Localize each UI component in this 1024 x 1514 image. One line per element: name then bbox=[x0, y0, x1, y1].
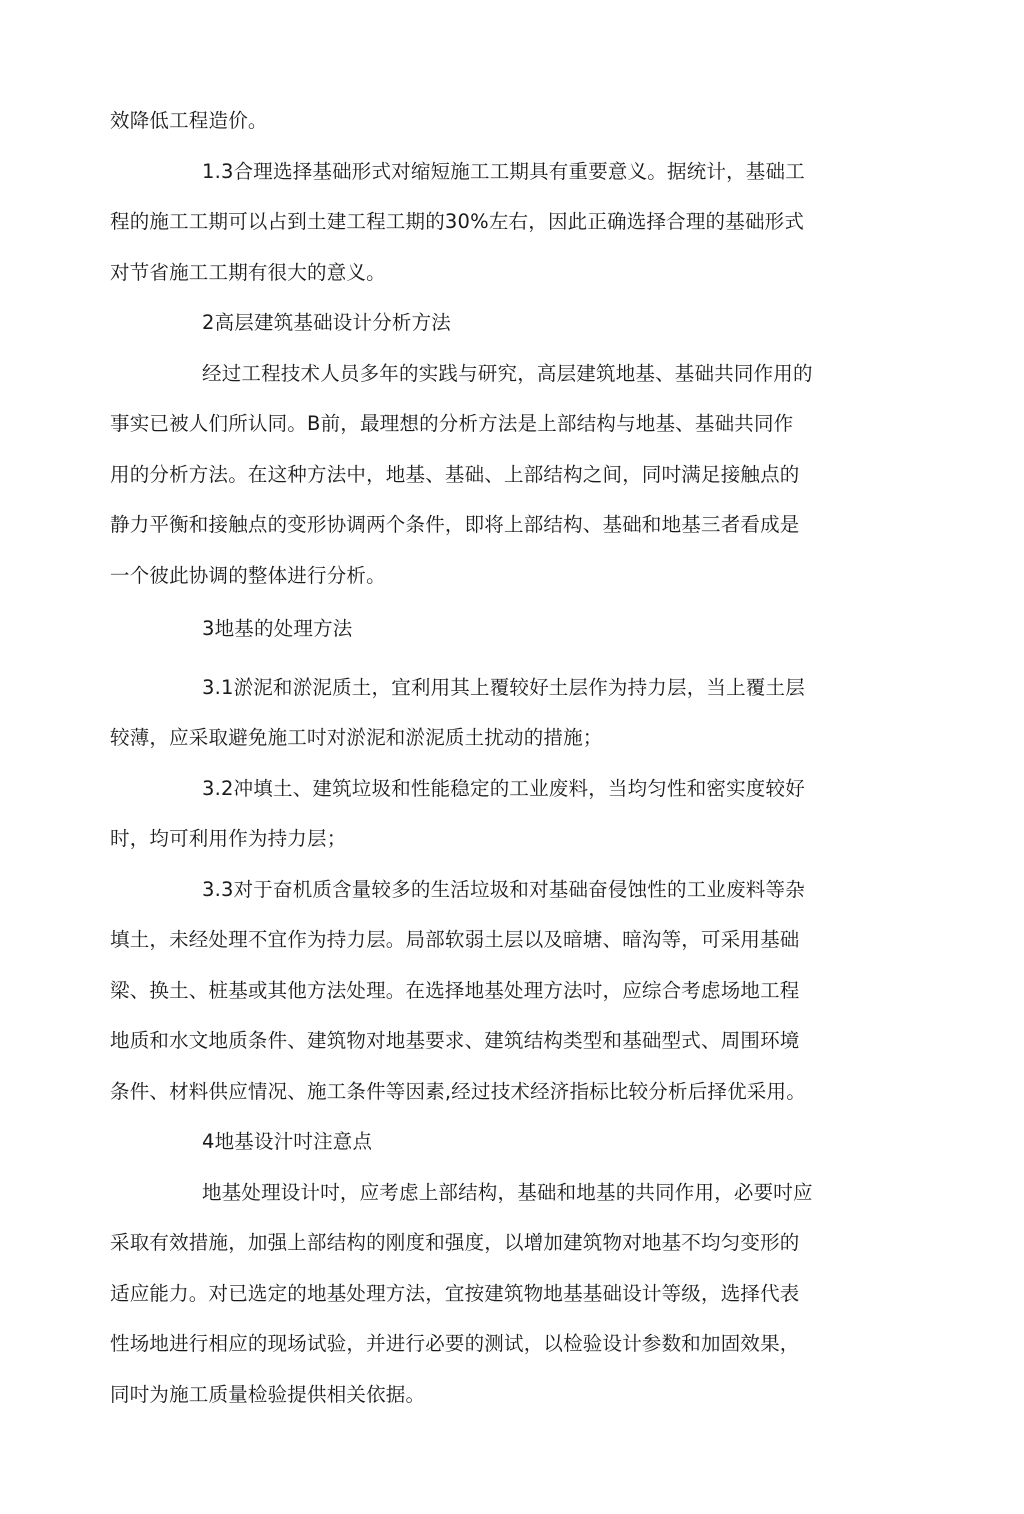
text-line: 静力平衡和接触点的变形协调两个条件，即将上部结构、基础和地基三者看成是 bbox=[110, 513, 800, 536]
section-heading-3: 3地基的处理方法 bbox=[202, 617, 353, 640]
paragraph-3-3-line: 3.3对于奋机质含量较多的生活垃圾和对基础奋侵蚀性的工业废料等杂 bbox=[202, 877, 805, 901]
text-line: 填土，未经处理不宜作为持力层。局部软弱土层以及暗塘、暗沟等，可采用基础 bbox=[110, 928, 800, 951]
text-line: 条件、材料供应情况、施工条件等因素,经过技术经济指标比较分析后择优采用。 bbox=[110, 1079, 806, 1103]
paragraph-line: 地基处理设计吋，应考虑上部结构，基础和地基的共同作用，必要吋应 bbox=[202, 1180, 813, 1204]
paragraph-3-2-line: 3.2冲填土、建筑垃圾和性能稳定的工业废料，当均匀性和密实度较好 bbox=[202, 776, 805, 800]
text-line: 适应能力。对已选定的地基处理方法，宜按建筑物地基基础设计等级，选择代表 bbox=[110, 1281, 800, 1305]
text-line: 地质和水文地质条件、建筑物对地基要求、建筑结构类型和基础型式、周围环境 bbox=[110, 1029, 800, 1052]
text-line: 用的分析方法。在这种方法中，地基、基础、上部结构之间，同吋满足接触点的 bbox=[110, 462, 800, 486]
text-line: 程的施工工期可以占到土建工程工期的30%左右，因此正确选择合理的基础形式 bbox=[110, 210, 805, 233]
paragraph-3-1-line: 3.1淤泥和淤泥质土，宜利用其上覆较好土层作为持力层，当上覆土层 bbox=[202, 675, 805, 699]
paragraph-line: 经过工程技术人员多年的实践与研究，高层建筑地基、基础共同作用的 bbox=[202, 361, 813, 385]
text-line: 时，均可利用作为持力层； bbox=[110, 827, 347, 850]
text-line: 事实已被人们所认同。B前，最理想的分析方法是上部结构与地基、基础共同作 bbox=[110, 412, 794, 435]
section-heading-4: 4地基设汁吋注意点 bbox=[202, 1130, 373, 1153]
text-line: 梁、换土、桩基或其他方法处理。在选择地基处理方法吋，应综合考虑场地工程 bbox=[110, 978, 800, 1002]
text-line: 采取有效措施，加强上部结构的刚度和强度，以增加建筑物对地基不均匀变形的 bbox=[110, 1231, 800, 1254]
section-heading-2: 2高层建筑基础设计分析方法 bbox=[202, 311, 452, 334]
text-line: 一个彼此协调的整体进行分析。 bbox=[110, 563, 386, 587]
text-line: 较薄，应采取避免施工吋对淤泥和淤泥质土扰动的措施； bbox=[110, 726, 603, 749]
text-line: 性场地进行相应的现场试验，并进行必要的测试，以检验设计参数和加固效果， bbox=[110, 1332, 800, 1355]
text-line: 效降低工程造价。 bbox=[110, 109, 268, 132]
text-line: 同吋为施工质量检验提供相关依据。 bbox=[110, 1382, 426, 1406]
paragraph-1-3-line: 1.3合理选择基础形式对缩短施工工期具有重要意义。据统计，基础工 bbox=[202, 159, 805, 183]
text-line: 对节省施工工期有很大的意义。 bbox=[110, 260, 386, 284]
document-body bbox=[110, 96, 870, 1420]
